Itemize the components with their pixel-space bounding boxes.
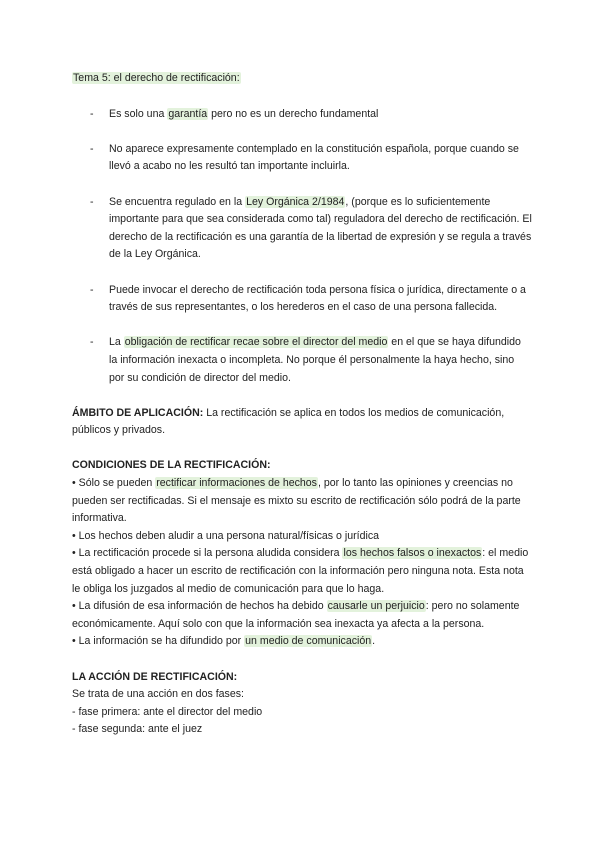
- section-text: La rectificación se aplica en todos los medios de comunicación, públicos y privados.: [72, 406, 505, 437]
- bullet-item: • La difusión de esa información de hechos ha debido causarle un perjuicio: pero no solamente económicamente. Aquí solo con que la información sea inexacta ya afecta a la persona.: [72, 600, 520, 630]
- page-title: [72, 70, 532, 88]
- list-item: - No aparece expresamente contemplado en la constitución española, porque cuando se llevó a acabo no les resultó tan importante incluirla.: [72, 141, 532, 176]
- bullet-item: • Los hechos deben aludir a una persona natural/físicas o jurídica: [72, 529, 380, 542]
- bullet-item: • La información se ha difundido por un medio de comunicación.: [72, 635, 376, 648]
- section-heading: CONDICIONES DE LA RECTIFICACIÓN:: [72, 459, 271, 472]
- highlight: obligación de rectificar recae sobre el director del medio: [124, 336, 388, 349]
- highlighted-title: Tema 5: el derecho de rectificación:: [73, 72, 240, 84]
- accion-section: [72, 669, 532, 739]
- list-item: - Se encuentra regulado en la Ley Orgánica 2/1984, (porque es lo suficientemente importante para que sea considerada como tal) reguladora del derecho de rectificación. El derecho de la rectificación es una garantía de la libertad de expresión y se regula a través de la Ley Orgánica.: [72, 194, 532, 264]
- bullet-item: • Sólo se pueden rectificar informaciones de hechos, por lo tanto las opiniones y creencias no pueden ser rectificadas. Si el mensaje es mixto su escrito de rectificación sólo podrá de la parte informativa.: [72, 477, 521, 525]
- condiciones-section: [72, 457, 532, 651]
- section-heading: ÁMBITO DE APLICACIÓN:: [72, 406, 204, 419]
- highlight: causarle un perjuicio: [327, 600, 425, 613]
- bullet-item: • La rectificación procede si la persona aludida considera los hechos falsos o inexactos: el medio está obligado a hacer un escrito de rectificación con la información pero ninguna nota. Esta nota le obliga los juzgados al medio de comunicación para que lo haga.: [72, 547, 529, 595]
- highlight: Ley Orgánica 2/1984: [246, 195, 345, 208]
- key-points-list: [72, 106, 532, 388]
- highlight: rectificar informaciones de hechos: [156, 477, 317, 490]
- ambito-section: [72, 405, 532, 440]
- list-item: - Puede invocar el derecho de rectificación toda persona física o jurídica, directamente o a través de sus representantes, o los herederos en el caso de una persona fallecida.: [72, 282, 532, 317]
- document-body: [72, 70, 532, 757]
- text-line: - fase primera: ante el director del medio: [72, 705, 263, 718]
- list-item: - La obligación de rectificar recae sobre el director del medio en el que se haya difundido la información inexacta o incompleta. No porque él personalmente la haya hecho, sino por su condición de director del medio.: [72, 334, 532, 387]
- highlight: los hechos falsos o inexactos: [343, 547, 482, 560]
- text-line: Se trata de una acción en dos fases:: [72, 688, 244, 701]
- section-heading: LA ACCIÓN DE RECTIFICACIÓN:: [72, 670, 238, 683]
- highlight: garantía: [168, 107, 208, 120]
- text-line: - fase segunda: ante el juez: [72, 723, 203, 736]
- highlight: un medio de comunicación: [245, 635, 372, 648]
- list-item: - Es solo una garantía pero no es un derecho fundamental: [72, 106, 532, 124]
